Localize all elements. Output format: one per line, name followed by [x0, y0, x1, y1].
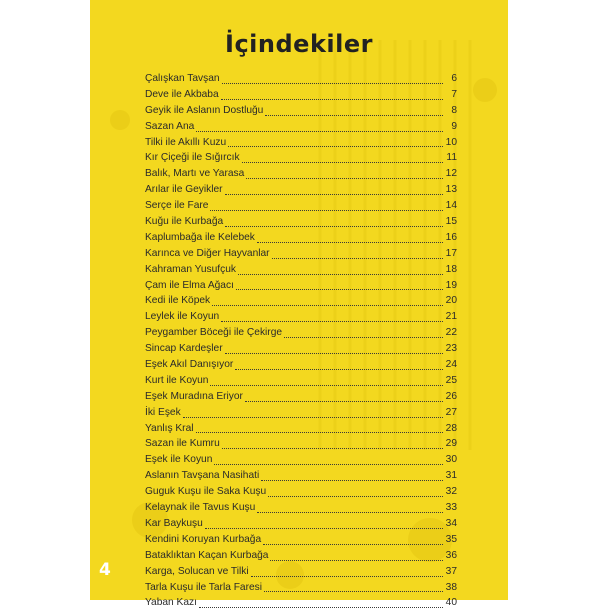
toc-entry-page: 36	[445, 549, 457, 561]
toc-entry	[145, 87, 457, 103]
toc-entry	[145, 341, 457, 357]
toc-entry-title: Sazan Ana	[145, 120, 195, 132]
toc-entry	[145, 595, 457, 611]
toc-entry	[145, 230, 457, 246]
toc-entry	[145, 262, 457, 278]
dot-leader	[263, 543, 443, 545]
toc-entry-page: 38	[445, 581, 457, 593]
toc-entry	[145, 548, 457, 564]
toc-entry	[145, 532, 457, 548]
dot-leader	[245, 400, 443, 402]
toc-entry-page: 7	[451, 88, 457, 100]
toc-entry	[145, 564, 457, 580]
toc-entry-page: 15	[445, 216, 457, 228]
toc-entry-page: 26	[445, 390, 457, 402]
toc-entry-title: Kahraman Yusufçuk	[145, 263, 236, 275]
toc-entry-page: 13	[445, 184, 457, 196]
toc-entry	[145, 325, 457, 341]
toc-entry	[145, 389, 457, 405]
dot-leader	[210, 209, 443, 211]
toc-entry-page: 25	[445, 374, 457, 386]
toc-entry-title: Yaban Kazı	[145, 597, 197, 609]
toc-entry-title: Arılar ile Geyikler	[145, 184, 223, 196]
dot-leader	[196, 130, 443, 132]
toc-entry	[145, 119, 457, 135]
dot-leader	[268, 495, 443, 497]
toc-entry	[145, 500, 457, 516]
toc-entry	[145, 309, 457, 325]
toc-entry-title: Kaplumbağa ile Kelebek	[145, 231, 255, 243]
toc-entry-page: 8	[451, 104, 457, 116]
toc-entry-title: Bataklıktan Kaçan Kurbağa	[145, 549, 269, 561]
toc-entry-title: Peygamber Böceği ile Çekirge	[145, 327, 283, 339]
toc-entry-page: 31	[445, 470, 457, 482]
dot-leader	[225, 193, 443, 195]
dot-leader	[225, 225, 443, 227]
toc-entry	[145, 484, 457, 500]
toc-entry-page: 32	[445, 486, 457, 498]
dot-leader	[205, 527, 443, 529]
toc-entry-title: Kır Çiçeği ile Sığırcık	[145, 152, 240, 164]
toc-entry-page: 34	[445, 517, 457, 529]
dot-leader	[222, 447, 443, 449]
toc-entry-page: 12	[445, 168, 457, 180]
page-title: İçindekiler	[225, 30, 373, 58]
toc-entry-title: Balık, Martı ve Yarasa	[145, 168, 245, 180]
toc-entry	[145, 182, 457, 198]
page-number: 4	[99, 560, 111, 580]
dot-leader	[272, 257, 443, 259]
dot-leader	[199, 606, 443, 608]
toc-entry-title: Kendini Koruyan Kurbağa	[145, 533, 262, 545]
toc-entry-page: 24	[445, 359, 457, 371]
toc-entry-title: Eşek ile Koyun	[145, 454, 213, 466]
toc-entry	[145, 71, 457, 87]
toc-entry	[145, 135, 457, 151]
toc-entry	[145, 246, 457, 262]
toc-entry-title: Geyik ile Aslanın Dostluğu	[145, 104, 264, 116]
toc-entry-page: 22	[445, 327, 457, 339]
toc-entry-page: 27	[445, 406, 457, 418]
toc-entry-page: 28	[445, 422, 457, 434]
toc-entry	[145, 103, 457, 119]
toc-entry	[145, 405, 457, 421]
toc-entry-page: 20	[445, 295, 457, 307]
toc-entry	[145, 580, 457, 596]
dot-leader	[270, 559, 443, 561]
toc-entry-title: Kuğu ile Kurbağa	[145, 216, 224, 228]
toc-entry	[145, 468, 457, 484]
dot-leader	[225, 352, 443, 354]
dot-leader	[261, 479, 443, 481]
dot-leader	[257, 241, 443, 243]
toc-entry-title: Deve ile Akbaba	[145, 88, 219, 100]
toc-entry	[145, 198, 457, 214]
dot-leader	[212, 304, 443, 306]
toc-entry	[145, 516, 457, 532]
toc-entry-title: Kedi ile Köpek	[145, 295, 211, 307]
dot-leader	[210, 384, 443, 386]
toc-entry-page: 29	[445, 438, 457, 450]
toc-entry-page: 14	[445, 200, 457, 212]
toc-entry-page: 19	[445, 279, 457, 291]
toc-entry	[145, 278, 457, 294]
dot-leader	[284, 336, 443, 338]
toc-entry	[145, 357, 457, 373]
toc-entry-title: İki Eşek	[145, 406, 181, 418]
dot-leader	[246, 177, 443, 179]
toc-entry-title: Eşek Muradına Eriyor	[145, 390, 243, 402]
toc-entry-page: 17	[445, 247, 457, 259]
toc-entry-page: 10	[445, 136, 457, 148]
dot-leader	[264, 590, 443, 592]
toc-entry-title: Aslanın Tavşana Nasihati	[145, 470, 260, 482]
toc-entry	[145, 436, 457, 452]
toc-entry-title: Kelaynak ile Tavus Kuşu	[145, 502, 256, 514]
dot-leader	[265, 114, 443, 116]
dot-leader	[257, 511, 443, 513]
toc-entry-page: 30	[445, 454, 457, 466]
toc-entry-page: 21	[445, 311, 457, 323]
toc-entry-title: Sazan ile Kumru	[145, 438, 220, 450]
dot-leader	[221, 320, 443, 322]
toc-entry-title: Çam ile Elma Ağacı	[145, 279, 234, 291]
toc-entry	[145, 373, 457, 389]
dot-leader	[183, 416, 443, 418]
toc-entry-title: Sincap Kardeşler	[145, 343, 223, 355]
dot-leader	[196, 431, 443, 433]
toc-entry	[145, 293, 457, 309]
toc-entry-page: 37	[445, 565, 457, 577]
toc-entry-title: Çalışkan Tavşan	[145, 73, 220, 84]
toc-entry	[145, 166, 457, 182]
toc-entry-title: Tarla Kuşu ile Tarla Faresi	[145, 581, 263, 593]
toc-entry	[145, 150, 457, 166]
dot-leader	[238, 273, 443, 275]
toc-entry-title: Tilki ile Akıllı Kuzu	[145, 136, 227, 148]
toc-entry-page: 23	[445, 343, 457, 355]
toc-entry	[145, 214, 457, 230]
toc-entry-page: 16	[445, 231, 457, 243]
dot-leader	[235, 368, 443, 370]
toc-entry-page: 11	[446, 152, 457, 164]
toc-entry	[145, 421, 457, 437]
toc-entry-title: Kurt ile Koyun	[145, 374, 209, 386]
toc-entry	[145, 452, 457, 468]
table-of-contents	[145, 71, 457, 611]
dot-leader	[214, 463, 443, 465]
toc-entry-page: 40	[445, 597, 457, 609]
toc-entry-title: Guguk Kuşu ile Saka Kuşu	[145, 486, 267, 498]
toc-entry-title: Leylek ile Koyun	[145, 311, 220, 323]
dot-leader	[228, 145, 443, 147]
toc-entry-title: Serçe ile Fare	[145, 200, 209, 212]
toc-entry-page: 18	[445, 263, 457, 275]
dot-leader	[222, 82, 443, 84]
toc-entry-page: 33	[445, 502, 457, 514]
toc-entry-page: 6	[451, 73, 457, 84]
dot-leader	[236, 288, 443, 290]
toc-entry-title: Karga, Solucan ve Tilki	[145, 565, 249, 577]
dot-leader	[251, 575, 443, 577]
toc-entry-title: Yanlış Kral	[145, 422, 194, 434]
book-page	[90, 0, 508, 609]
dot-leader	[242, 161, 443, 163]
toc-entry-page: 9	[451, 120, 457, 132]
dot-leader	[221, 98, 443, 100]
toc-entry-title: Karınca ve Diğer Hayvanlar	[145, 247, 270, 259]
toc-entry-title: Eşek Akıl Danışıyor	[145, 359, 234, 371]
toc-entry-title: Kar Baykuşu	[145, 517, 203, 529]
toc-entry-page: 35	[445, 533, 457, 545]
